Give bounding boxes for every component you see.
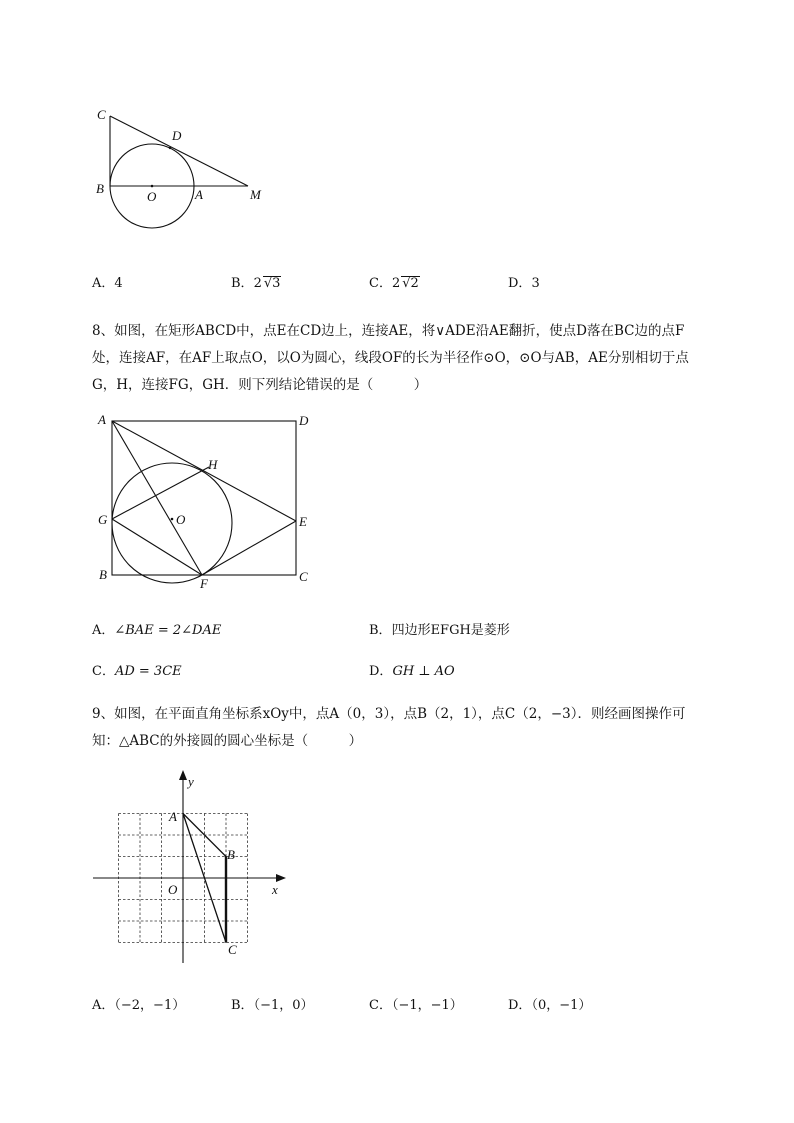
q7-option-a: A．4 bbox=[92, 276, 123, 291]
q7-option-d: D．3 bbox=[508, 276, 540, 291]
q8-line-gh bbox=[112, 467, 209, 519]
q8-figure bbox=[90, 408, 320, 598]
q7-option-b: B．2 √3 bbox=[231, 276, 281, 291]
q9-x-arrow bbox=[276, 874, 286, 882]
q7-point-o bbox=[151, 185, 154, 188]
q8-rectangle-abcd bbox=[112, 421, 296, 575]
q7-option-c: C．2 √2 bbox=[369, 276, 419, 291]
q9-line-1: 9、如图，在平面直角坐标系xOy中，点A（0，3），点B（2，1），点C（2，−3）．则经画图操作可 bbox=[92, 706, 686, 722]
q7-line-cm bbox=[110, 116, 248, 186]
q8-point-o bbox=[171, 518, 174, 521]
q9-option-a: A．（−2，−1） bbox=[92, 998, 186, 1013]
q8-label-a: A bbox=[98, 412, 106, 427]
q8-label-e: E bbox=[299, 514, 307, 529]
q7-label-b: B bbox=[96, 181, 104, 196]
q8-line-3: G，H，连接FG，GH．则下列结论错误的是（ ） bbox=[92, 377, 428, 393]
q9-label-x: x bbox=[272, 882, 278, 897]
q8-option-a: A．∠BAE = 2∠DAE bbox=[92, 623, 222, 638]
q8-line-2: 处，连接AF，在AF上取点O，以O为圆心，线段OF的长为半径作⊙O，⊙O与AB，AE分别相切于点 bbox=[92, 350, 689, 366]
q8-line-1: 8、如图，在矩形ABCD中，点E在CD边上，连接AE，将∨ADE沿AE翻折，使点D落在BC边的点F bbox=[92, 323, 685, 339]
q8-line-af bbox=[112, 421, 202, 575]
q9-label-y: y bbox=[188, 774, 194, 789]
q9-label-a: A bbox=[169, 809, 177, 824]
q9-option-b: B．（−1，0） bbox=[231, 998, 314, 1013]
q8-option-d: D．GH ⊥ AO bbox=[369, 664, 455, 679]
q8-option-c: C．AD = 3CE bbox=[92, 664, 182, 679]
q8-label-b: B bbox=[99, 567, 107, 582]
q9-label-c: C bbox=[228, 942, 237, 957]
q9-label-b: B bbox=[227, 847, 235, 862]
q8-label-f: F bbox=[200, 576, 208, 591]
q9-figure bbox=[90, 768, 295, 968]
q7-label-a: A bbox=[195, 187, 203, 202]
q8-label-d: D bbox=[299, 413, 309, 428]
q9-label-o: O bbox=[168, 882, 178, 897]
q9-y-arrow bbox=[179, 770, 187, 780]
q8-label-h: H bbox=[208, 457, 218, 472]
q9-option-c: C．（−1，−1） bbox=[369, 998, 463, 1013]
q8-label-c: C bbox=[299, 569, 308, 584]
q8-line-fe bbox=[202, 521, 296, 575]
q8-line-ae bbox=[112, 421, 296, 521]
q7-label-d: D bbox=[172, 128, 182, 143]
q7-label-o: O bbox=[147, 189, 157, 204]
q7-label-m: M bbox=[250, 187, 261, 202]
q7-label-c: C bbox=[97, 107, 106, 122]
q8-label-g: G bbox=[98, 512, 108, 527]
q8-line-gf bbox=[112, 519, 202, 575]
q9-line-2: 知：△ABC的外接圆的圆心坐标是（ ） bbox=[92, 733, 363, 749]
q7-point-d bbox=[169, 147, 171, 149]
q8-label-o: O bbox=[176, 512, 186, 527]
q8-option-b: B．四边形EFGH是菱形 bbox=[369, 623, 510, 638]
q9-option-d: D．（0，−1） bbox=[508, 998, 592, 1013]
q7-figure bbox=[90, 100, 280, 240]
